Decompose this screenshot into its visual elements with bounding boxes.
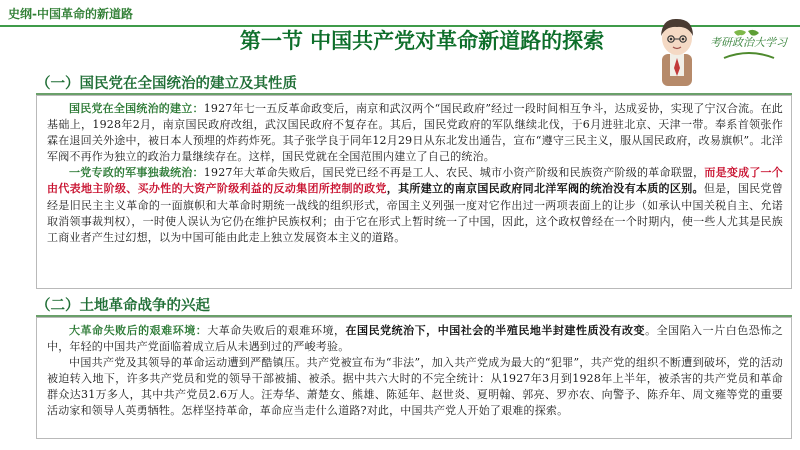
highlight-bold-text: ，其所建立的南京国民政府同北洋军阀的统治没有本质的区别。 bbox=[386, 182, 704, 196]
paragraph-lead: 一党专政的军事独裁统治： bbox=[69, 166, 204, 180]
paragraph-lead: 国民党在全国统治的建立： bbox=[69, 102, 204, 115]
section-heading-2: （二）土地革命战争的兴起 bbox=[36, 298, 210, 314]
paragraph-text: 但是，国民党曾经是旧民主主义革命的一面旗帜和大革命时期统一战线的组织形式，帝国主义列强一度对它作出过一两项表面上的让步（如承认中国关税自主、允诺取消领事裁判权），一时使人误认为它仍在维护民族权利；由于它在形式上暂时统一了中国，因此，这个政权曾经在一个时期内，使一些人尤其是民族工商业者产生过幻想，以为中国可能由此走上独立发展资本主义的道路。 bbox=[47, 182, 783, 244]
paragraph bbox=[47, 101, 783, 165]
paragraph bbox=[47, 355, 783, 419]
section-heading-1: （一）国民党在全国统治的建立及其性质 bbox=[36, 76, 297, 92]
brand-text: 考研政治大学习 bbox=[710, 36, 787, 49]
content-box-1 bbox=[36, 95, 792, 289]
breadcrumb: 史纲-中国革命的新道路 bbox=[8, 7, 133, 21]
paragraph-text: 。全国陷入一片白色恐怖之中，年轻的中国共产党面临着成立后从未遇到过的严峻考验。 bbox=[47, 324, 784, 354]
paragraph-text: 1927年大革命失败后，国民党已经不再是工人、农民、城市小资产阶级和民族资产阶级的革命联盟， bbox=[203, 166, 705, 180]
paragraph-text: 1927年七一五反革命政变后，南京和武汉两个“国民政府”经过一段时间相互争斗，达成妥协，实现了宁汉合流。在此基础上，1928年2月，南京国民政府改组，武汉国民政府不复存在。其后，国民党政府的军队继续北伐，于6月进驻北京、天津一带。奉系首领张作霖在退回关外途中，被日本人预埋的炸药炸死。其子张学良于同年12月29日从东北发出通告，宣布“遵守三民主义，服从国民政府，改易旗帜”。北洋军阀不再作为独立的政治力量继续存在。这样，国民党就在全国范围内建立了自己的统治。 bbox=[47, 102, 783, 164]
paragraph-text: 大革命失败后的艰难环境， bbox=[207, 324, 346, 337]
paragraph bbox=[47, 165, 783, 245]
highlight-red-text: 而是变成了一个由代表地主阶级、买办性的大资产阶级利益的反动集团所控制的政党 bbox=[47, 166, 783, 196]
page-title: 第一节 中国共产党对革命新道路的探索 bbox=[239, 29, 605, 53]
paragraph-lead: 大革命失败后的艰难环境： bbox=[69, 324, 208, 337]
highlight-bold-text: 在国民党统治下，中国社会的半殖民地半封建性质没有改变 bbox=[345, 324, 646, 337]
paragraph bbox=[47, 323, 783, 355]
content-box-2 bbox=[36, 317, 792, 439]
avatar-illustration bbox=[648, 14, 706, 86]
paragraph-text: 中国共产党及其领导的革命运动遭到严酷镇压。共产党被宣布为“非法”，加入共产党成为最大的“犯罪”，共产党的组织不断遭到破坏，党的活动被迫转入地下，许多共产党员和党的领导干部被捕、被杀。据中共六大时的不完全统计：从1927年3月到1928年上半年，被杀害的共产党员和革命群众达31万多人，其中共产党员2.6万人。汪寿华、萧楚女、熊雄、陈延年、赵世炎、夏明翰、郭亮、罗亦农、向警予、陈乔年、周文雍等党的重要活动家和领导人英勇牺牲。怎样坚持革命，革命应当走什么道路?对此，中国共产党人开始了艰难的探索。 bbox=[47, 356, 783, 418]
